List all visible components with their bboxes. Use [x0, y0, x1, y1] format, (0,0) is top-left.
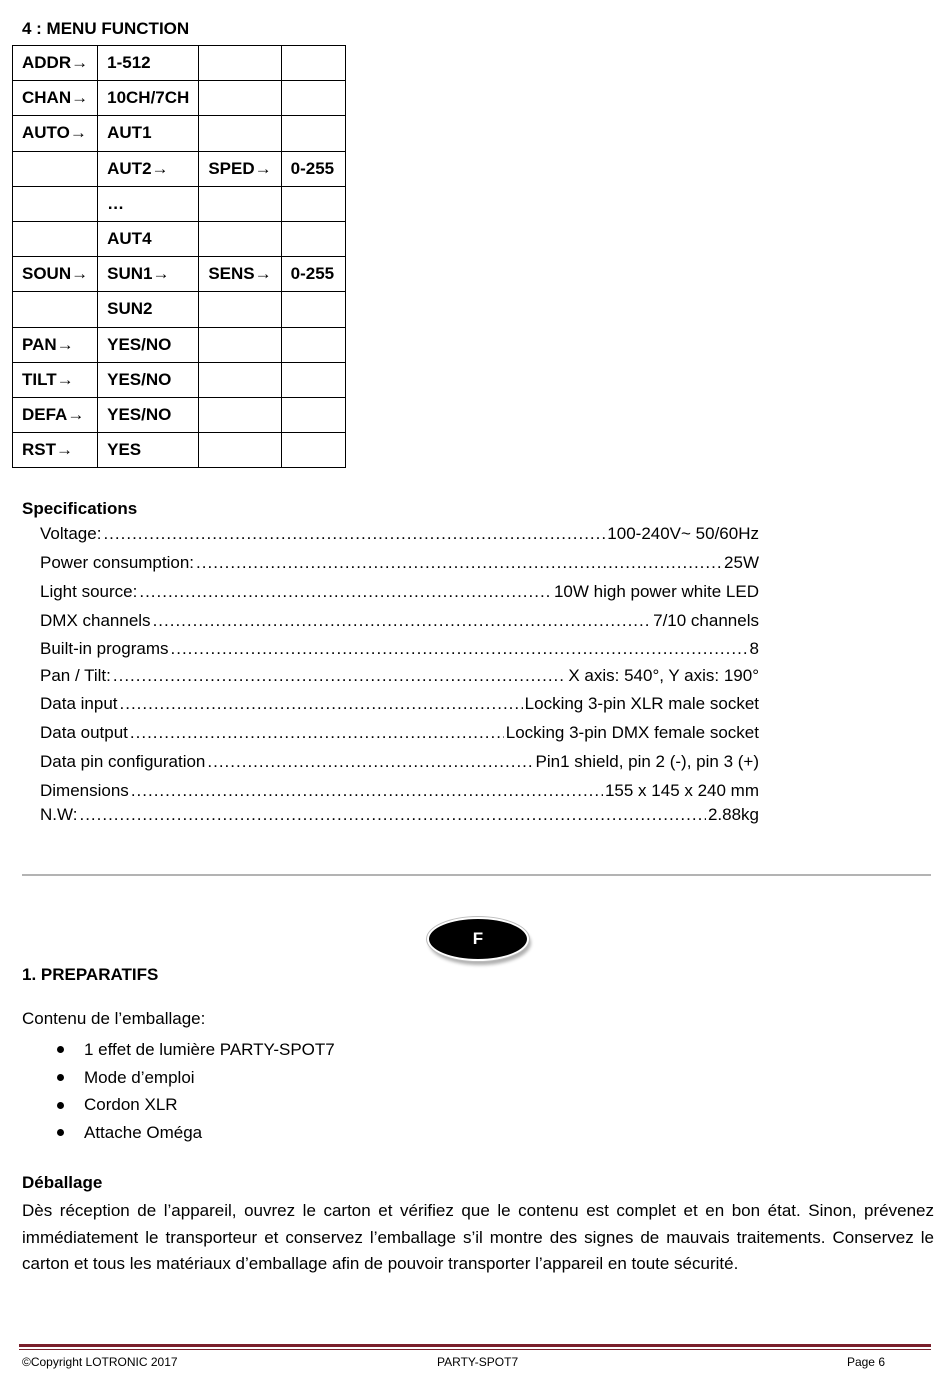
- menu-cell: ADDR→: [13, 46, 98, 81]
- list-item-text: 1 effet de lumière PARTY-SPOT7: [84, 1039, 335, 1059]
- spec-row: [40, 781, 759, 801]
- spec-label: N.W:: [40, 805, 78, 824]
- menu-cell: [13, 221, 98, 256]
- menu-row: [13, 81, 346, 116]
- menu-cell: YES/NO: [98, 397, 199, 432]
- menu-cell: [199, 46, 281, 81]
- spec-row: [40, 524, 759, 544]
- menu-cell: [13, 151, 98, 186]
- menu-cell: YES/NO: [98, 327, 199, 362]
- spec-label: Power consumption:: [40, 553, 195, 572]
- package-contents-label: Contenu de l’emballage:: [22, 1009, 206, 1028]
- spec-leader-dots: [131, 781, 603, 801]
- spec-leader-dots: [153, 611, 652, 631]
- menu-row: [13, 151, 346, 186]
- menu-cell: SENS→: [199, 257, 281, 292]
- list-item: [57, 1119, 335, 1147]
- list-item: [57, 1091, 335, 1119]
- menu-cell: 0-255: [281, 151, 345, 186]
- menu-cell: DEFA→: [13, 397, 98, 432]
- menu-cell: [281, 116, 345, 151]
- list-item: [57, 1064, 335, 1092]
- spec-leader-dots: [196, 553, 722, 573]
- menu-cell: [281, 186, 345, 221]
- menu-cell: …: [98, 186, 199, 221]
- menu-function-title: 4 : MENU FUNCTION: [22, 19, 190, 38]
- spec-label: Built-in programs: [40, 639, 169, 658]
- spec-leader-dots: [139, 582, 552, 602]
- menu-cell: [13, 292, 98, 327]
- spec-value: 7/10 channels: [653, 611, 759, 630]
- menu-cell: [199, 81, 281, 116]
- menu-row: [13, 433, 346, 468]
- spec-value: 8: [749, 639, 759, 658]
- menu-cell: [281, 221, 345, 256]
- spec-leader-dots: [79, 805, 705, 825]
- bullet-icon: [57, 1074, 64, 1081]
- list-item-text: Attache Oméga: [84, 1122, 203, 1142]
- menu-cell: AUT2→: [98, 151, 199, 186]
- menu-cell: 1-512: [98, 46, 199, 81]
- menu-cell: AUTO→: [13, 116, 98, 151]
- menu-row: [13, 292, 346, 327]
- spec-row: [40, 553, 759, 573]
- section-divider: [22, 874, 931, 876]
- menu-cell: [281, 362, 345, 397]
- menu-cell: SOUN→: [13, 257, 98, 292]
- spec-label: Data output: [40, 723, 128, 742]
- list-item-text: Cordon XLR: [84, 1095, 178, 1115]
- footer-page-number: Page 6: [846, 1355, 885, 1369]
- menu-row: [13, 257, 346, 292]
- deballage-text: Dès réception de l’appareil, ouvrez le carton et vérifiez que le contenu est complet et en bon état. Sinon, prévenez immédiatement le transporteur et conservez l’emballage s’il montre des signes de mauvais traitements. Conservez le carton et tous les matériaux d’emballage afin de pouvoir transporter l’appareil en toute sécurité.: [22, 1201, 934, 1274]
- specifications-title: Specifications: [22, 499, 138, 518]
- spec-label: Voltage:: [40, 524, 102, 543]
- spec-row: [40, 694, 759, 714]
- menu-cell: [281, 433, 345, 468]
- spec-row: [40, 666, 759, 686]
- menu-cell: [199, 362, 281, 397]
- spec-value: 100-240V~ 50/60Hz: [607, 524, 759, 543]
- menu-row: [13, 397, 346, 432]
- footer-product: PARTY-SPOT7: [437, 1355, 519, 1369]
- menu-cell: [199, 327, 281, 362]
- spec-row: [40, 723, 759, 743]
- menu-cell: RST→: [13, 433, 98, 468]
- spec-label: Pan / Tilt:: [40, 666, 111, 685]
- bullet-icon: [57, 1129, 64, 1136]
- menu-cell: YES: [98, 433, 199, 468]
- list-item-text: Mode d’emploi: [84, 1067, 195, 1087]
- menu-function-table: [12, 45, 346, 468]
- menu-cell: AUT4: [98, 221, 199, 256]
- menu-row: [13, 116, 346, 151]
- spec-label: DMX channels: [40, 611, 151, 630]
- menu-cell: AUT1: [98, 116, 199, 151]
- footer-rule-thin: [19, 1349, 931, 1350]
- menu-row: [13, 221, 346, 256]
- menu-cell: [281, 397, 345, 432]
- list-item: [57, 1036, 335, 1064]
- spec-leader-dots: [113, 666, 566, 686]
- menu-cell: 0-255: [281, 257, 345, 292]
- spec-leader-dots: [207, 752, 533, 772]
- menu-cell: SPED→: [199, 151, 281, 186]
- menu-row: [13, 327, 346, 362]
- spec-value: Pin1 shield, pin 2 (-), pin 3 (+): [535, 752, 759, 771]
- spec-value: Locking 3-pin DMX female socket: [505, 723, 759, 742]
- menu-cell: [281, 327, 345, 362]
- spec-leader-dots: [171, 639, 748, 659]
- spec-label: Dimensions: [40, 781, 129, 800]
- menu-cell: YES/NO: [98, 362, 199, 397]
- spec-leader-dots: [103, 524, 605, 544]
- menu-cell: CHAN→: [13, 81, 98, 116]
- deballage-title: Déballage: [22, 1173, 103, 1192]
- spec-row: [40, 805, 759, 825]
- menu-cell: [199, 292, 281, 327]
- menu-cell: [281, 46, 345, 81]
- bullet-icon: [57, 1102, 64, 1109]
- preparatifs-title: 1. PREPARATIFS: [22, 965, 159, 984]
- menu-cell: [281, 292, 345, 327]
- footer-copyright: ©Copyright LOTRONIC 2017: [22, 1355, 178, 1369]
- menu-cell: [199, 221, 281, 256]
- package-contents-list: [57, 1036, 335, 1147]
- menu-row: [13, 362, 346, 397]
- spec-row: [40, 752, 759, 772]
- spec-value: 10W high power white LED: [553, 582, 759, 601]
- footer-rule-thick: [19, 1344, 931, 1347]
- menu-cell: [13, 186, 98, 221]
- menu-cell: [199, 116, 281, 151]
- spec-label: Data input: [40, 694, 118, 713]
- menu-cell: 10CH/7CH: [98, 81, 199, 116]
- spec-row: [40, 639, 759, 659]
- spec-row: [40, 611, 759, 631]
- menu-cell: [281, 81, 345, 116]
- spec-leader-dots: [120, 694, 523, 714]
- menu-cell: SUN2: [98, 292, 199, 327]
- menu-row: [13, 46, 346, 81]
- menu-cell: SUN1→: [98, 257, 199, 292]
- spec-value: Locking 3-pin XLR male socket: [524, 694, 759, 713]
- spec-value: X axis: 540°, Y axis: 190°: [568, 666, 759, 685]
- spec-value: 2.88kg: [707, 805, 759, 824]
- spec-value: 25W: [724, 553, 759, 572]
- menu-cell: [199, 186, 281, 221]
- spec-row: [40, 582, 759, 602]
- language-badge: F: [427, 917, 529, 961]
- spec-value: 155 x 145 x 240 mm: [604, 781, 759, 800]
- spec-label: Light source:: [40, 582, 138, 601]
- spec-label: Data pin configuration: [40, 752, 206, 771]
- menu-cell: [199, 397, 281, 432]
- menu-cell: [199, 433, 281, 468]
- bullet-icon: [57, 1046, 64, 1053]
- spec-leader-dots: [130, 723, 504, 743]
- menu-cell: TILT→: [13, 362, 98, 397]
- menu-cell: PAN→: [13, 327, 98, 362]
- menu-row: [13, 186, 346, 221]
